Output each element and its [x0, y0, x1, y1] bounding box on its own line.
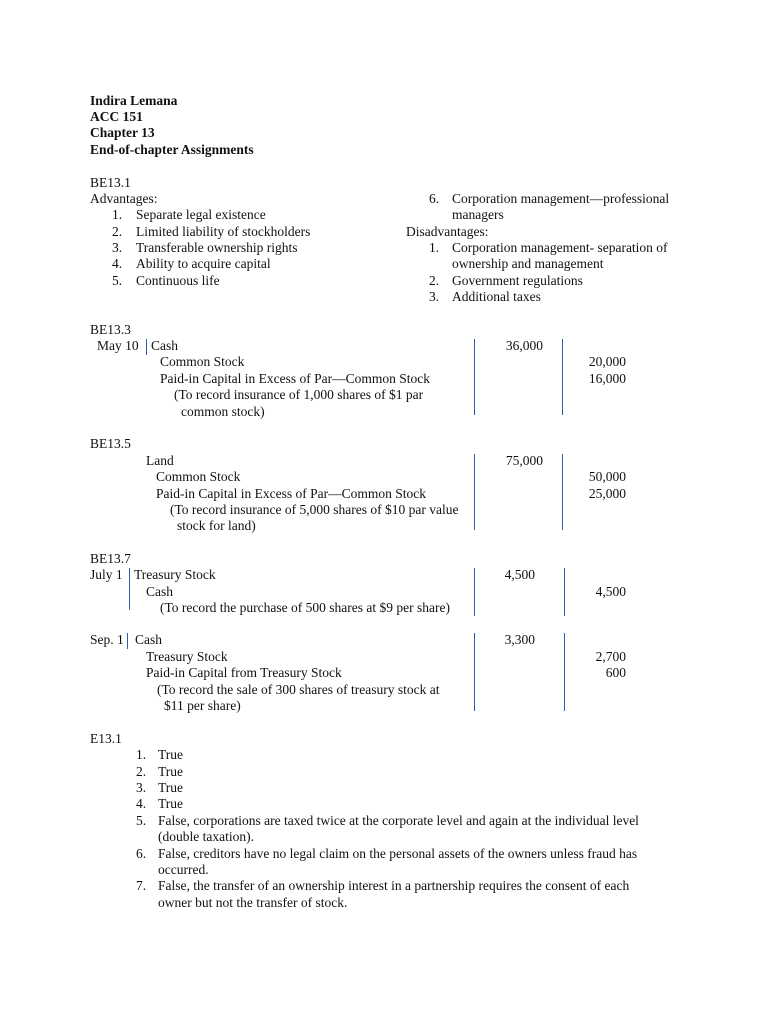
credit-account: Paid-in Capital in Excess of Par—Common Stock	[156, 486, 426, 501]
credit-account: Treasury Stock	[146, 649, 228, 664]
list-item-number: 2.	[112, 224, 123, 239]
list-item-number: 6.	[429, 191, 440, 206]
credit-account: Common Stock	[160, 354, 245, 369]
entry-memo: (To record insurance of 1,000 shares of $1 par	[174, 387, 424, 402]
assignment-title: End-of-chapter Assignments	[90, 142, 254, 157]
list-item-number: 3.	[136, 780, 147, 795]
entry-date: July 1	[90, 567, 123, 582]
date-divider	[127, 633, 128, 649]
credit-account: Cash	[146, 584, 173, 599]
credit-amount: 2,700	[595, 649, 626, 664]
disadvantage-item: Government regulations	[452, 273, 583, 288]
disadvantage-item-continued: ownership and management	[452, 256, 604, 271]
list-item-number: 1.	[112, 207, 123, 222]
entry-memo: (To record insurance of 5,000 shares of $10 par value	[170, 502, 459, 517]
debit-column-divider	[474, 454, 475, 530]
credit-amount: 50,000	[588, 469, 626, 484]
credit-column-divider	[562, 454, 563, 530]
credit-account: Paid-in Capital in Excess of Par—Common Stock	[160, 371, 430, 386]
entry-memo-continued: stock for land)	[177, 518, 256, 533]
be13-3-heading: BE13.3	[90, 322, 131, 337]
advantage-item: Transferable ownership rights	[136, 240, 298, 255]
list-item-number: 5.	[112, 273, 123, 288]
disadvantage-item: Additional taxes	[452, 289, 541, 304]
answer-item: True	[158, 764, 184, 779]
advantages-label: Advantages:	[90, 191, 158, 206]
entry-memo: (To record the sale of 300 shares of treasury stock at	[157, 682, 440, 697]
disadvantages-label: Disadvantages:	[406, 224, 489, 239]
date-divider	[146, 339, 147, 355]
credit-account: Common Stock	[156, 469, 241, 484]
advantage-item: Corporation management—professional	[452, 191, 670, 206]
list-item-number: 3.	[429, 289, 440, 304]
answer-item: True	[158, 747, 184, 762]
be13-5-heading: BE13.5	[90, 436, 131, 451]
course-code: ACC 151	[90, 109, 143, 124]
list-item-number: 2.	[136, 764, 147, 779]
list-item-number: 2.	[429, 273, 440, 288]
e13-1-heading: E13.1	[90, 731, 122, 746]
answer-item: True	[158, 796, 184, 811]
credit-column-divider	[564, 568, 565, 616]
answer-item: True	[158, 780, 184, 795]
credit-amount: 4,500	[595, 584, 626, 599]
list-item-number: 5.	[136, 813, 147, 828]
entry-memo-continued: common stock)	[181, 404, 265, 419]
list-item-number: 1.	[429, 240, 440, 255]
list-item-number: 4.	[136, 796, 147, 811]
list-item-number: 4.	[112, 256, 123, 271]
credit-amount: 25,000	[588, 486, 626, 501]
debit-amount: 4,500	[504, 567, 535, 582]
advantage-item-continued: managers	[452, 207, 504, 222]
answer-item: False, creditors have no legal claim on the personal assets of the owners unless fraud has	[158, 846, 638, 861]
credit-column-divider	[562, 339, 563, 415]
credit-amount: 600	[605, 665, 626, 680]
entry-date: Sep. 1	[90, 632, 124, 647]
credit-amount: 16,000	[588, 371, 626, 386]
date-divider	[129, 568, 130, 610]
list-item-number: 7.	[136, 878, 147, 893]
answer-item: False, corporations are taxed twice at the corporate level and again at the individual level	[158, 813, 639, 828]
advantage-item: Continuous life	[136, 273, 220, 288]
advantage-item: Separate legal existence	[136, 207, 266, 222]
debit-account: Cash	[135, 632, 162, 647]
credit-column-divider	[564, 633, 565, 711]
debit-account: Land	[146, 453, 174, 468]
disadvantage-item: Corporation management- separation of	[452, 240, 668, 255]
debit-account: Treasury Stock	[134, 567, 216, 582]
list-item-number: 6.	[136, 846, 147, 861]
student-name: Indira Lemana	[90, 93, 178, 108]
list-item-number: 3.	[112, 240, 123, 255]
debit-amount: 36,000	[505, 338, 543, 353]
advantage-item: Limited liability of stockholders	[136, 224, 311, 239]
debit-amount: 75,000	[505, 453, 543, 468]
answer-item-continued: (double taxation).	[158, 829, 254, 844]
debit-amount: 3,300	[504, 632, 535, 647]
entry-memo-continued: $11 per share)	[164, 698, 241, 713]
credit-account: Paid-in Capital from Treasury Stock	[146, 665, 342, 680]
answer-item-continued: occurred.	[158, 862, 209, 877]
chapter-title: Chapter 13	[90, 125, 155, 140]
entry-date: May 10	[97, 338, 139, 353]
debit-account: Cash	[151, 338, 178, 353]
be13-7-heading: BE13.7	[90, 551, 131, 566]
debit-column-divider	[474, 339, 475, 415]
list-item-number: 1.	[136, 747, 147, 762]
credit-amount: 20,000	[588, 354, 626, 369]
advantage-item: Ability to acquire capital	[136, 256, 271, 271]
be13-1-heading: BE13.1	[90, 175, 131, 190]
answer-item-continued: owner but not the transfer of stock.	[158, 895, 348, 910]
entry-memo: (To record the purchase of 500 shares at $9 per share)	[160, 600, 450, 615]
answer-item: False, the transfer of an ownership interest in a partnership requires the consent of each	[158, 878, 630, 893]
